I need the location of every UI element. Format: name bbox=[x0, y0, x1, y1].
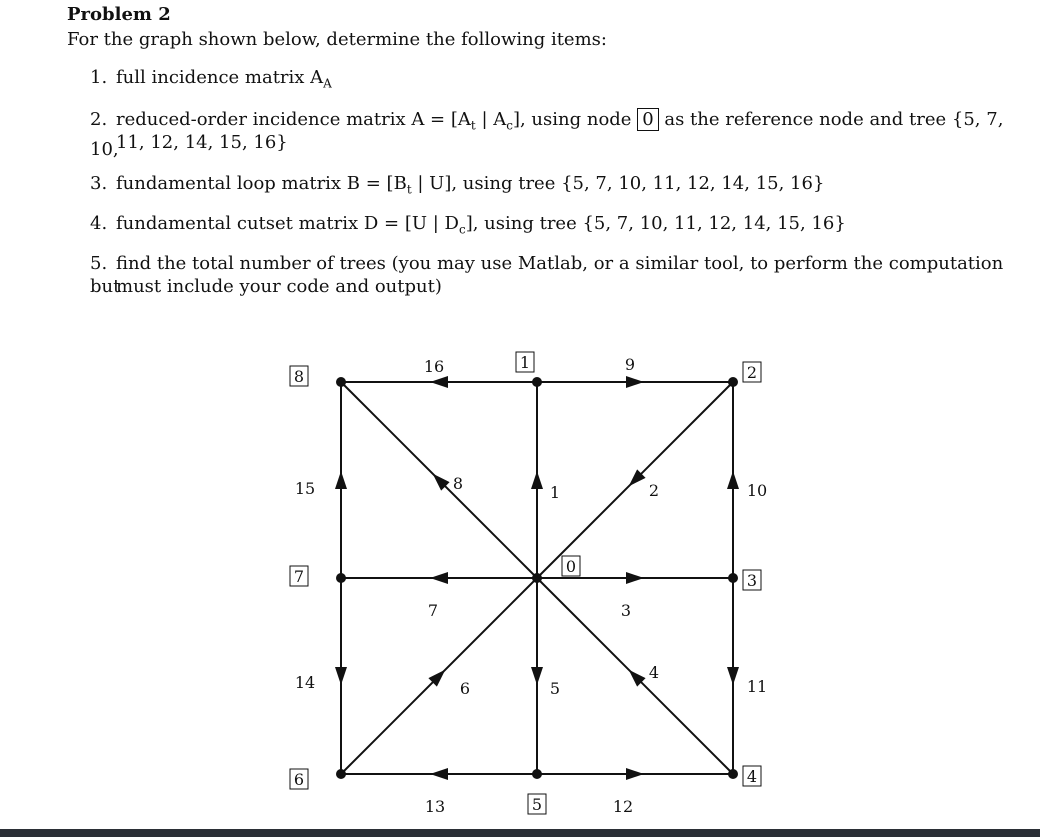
subscript: c bbox=[458, 222, 466, 237]
edge-9-label: 9 bbox=[624, 355, 636, 374]
edge-11-label: 11 bbox=[746, 677, 768, 696]
edge-3-label: 3 bbox=[620, 601, 632, 620]
item-text: fundamental cutset matrix D = [U | D bbox=[116, 213, 459, 234]
bottom-bar bbox=[0, 829, 1040, 837]
edge-15-arrow bbox=[335, 471, 347, 489]
item-text: full incidence matrix A bbox=[116, 67, 324, 88]
item-4 bbox=[90, 212, 1020, 242]
item-number: 3. bbox=[90, 173, 108, 194]
edge-12-arrow bbox=[626, 768, 644, 780]
problem-intro: For the graph shown below, determine the following items: bbox=[67, 29, 607, 50]
edge-11-arrow bbox=[727, 667, 739, 685]
edge-6-label: 6 bbox=[459, 679, 471, 698]
node-5-dot bbox=[532, 769, 542, 779]
edge-13-label: 13 bbox=[424, 797, 446, 816]
item-1 bbox=[90, 66, 1020, 96]
item-number: 1. bbox=[90, 67, 108, 88]
node-2-dot bbox=[728, 377, 738, 387]
node-6-label: 6 bbox=[293, 770, 305, 789]
edge-9-arrow bbox=[626, 376, 644, 388]
edge-5-arrow bbox=[531, 667, 543, 685]
node-3-label: 3 bbox=[746, 571, 758, 590]
node-1-dot bbox=[532, 377, 542, 387]
problem-title: Problem 2 bbox=[67, 4, 171, 25]
item-text-part: ], using tree {5, 7, 10, 11, 12, 14, 15, 16} bbox=[465, 213, 846, 234]
item-5-continuation: must include your code and output) bbox=[116, 276, 442, 297]
subscript: t bbox=[406, 182, 412, 197]
node-3-dot bbox=[728, 573, 738, 583]
edge-10-arrow bbox=[727, 471, 739, 489]
edge-3-arrow bbox=[626, 572, 644, 584]
directed-graph bbox=[270, 340, 790, 830]
reference-node-box: 0 bbox=[637, 108, 658, 131]
node-7-label: 7 bbox=[293, 567, 305, 586]
node-8-dot bbox=[336, 377, 346, 387]
item-number: 4. bbox=[90, 213, 108, 234]
node-0-label: 0 bbox=[565, 557, 577, 576]
node-4-dot bbox=[728, 769, 738, 779]
subscript: c bbox=[506, 118, 513, 133]
item-text-part: ], using node bbox=[512, 109, 638, 130]
edge-14-label: 14 bbox=[294, 673, 316, 692]
edge-12-label: 12 bbox=[612, 797, 634, 816]
item-2-continuation: 11, 12, 14, 15, 16} bbox=[116, 132, 288, 153]
edge-10-label: 10 bbox=[746, 481, 768, 500]
node-5-label: 5 bbox=[531, 795, 543, 814]
item-number: 2. bbox=[90, 109, 108, 130]
item-text: find the total number of trees (you may use Matlab, or a similar tool, to perform the computation but bbox=[90, 253, 1004, 297]
item-text-part: | U], using tree {5, 7, 10, 11, 12, 14, 15, 16} bbox=[411, 173, 825, 194]
node-2-label: 2 bbox=[746, 363, 758, 382]
edge-7-label: 7 bbox=[427, 601, 439, 620]
edge-15-label: 15 bbox=[294, 479, 316, 498]
edge-1-label: 1 bbox=[549, 483, 561, 502]
node-7-dot bbox=[336, 573, 346, 583]
edge-16-label: 16 bbox=[423, 357, 445, 376]
edge-8-label: 8 bbox=[452, 474, 464, 493]
node-8-label: 8 bbox=[293, 367, 305, 386]
edge-14-arrow bbox=[335, 667, 347, 685]
edge-2-label: 2 bbox=[648, 481, 660, 500]
edge-16-arrow bbox=[430, 376, 448, 388]
edge-5-label: 5 bbox=[549, 679, 561, 698]
node-6-dot bbox=[336, 769, 346, 779]
edge-4-label: 4 bbox=[648, 663, 660, 682]
edge-1-arrow bbox=[531, 471, 543, 489]
item-text: fundamental loop matrix B = [B bbox=[116, 173, 407, 194]
item-3 bbox=[90, 172, 1020, 202]
item-number: 5. bbox=[90, 253, 108, 274]
labels-layer bbox=[290, 352, 767, 816]
node-1-label: 1 bbox=[519, 353, 531, 372]
subscript: A bbox=[323, 76, 332, 91]
item-text-part: as the reference node and tree {5, 7, 10, bbox=[90, 109, 1004, 160]
item-text-part: reduced-order incidence matrix A = [A bbox=[116, 109, 471, 130]
node-0-dot bbox=[532, 573, 542, 583]
item-text-part: | A bbox=[475, 109, 507, 130]
edge-7-arrow bbox=[430, 572, 448, 584]
node-4-label: 4 bbox=[746, 767, 758, 786]
edge-13-arrow bbox=[430, 768, 448, 780]
subscript: t bbox=[470, 118, 476, 133]
